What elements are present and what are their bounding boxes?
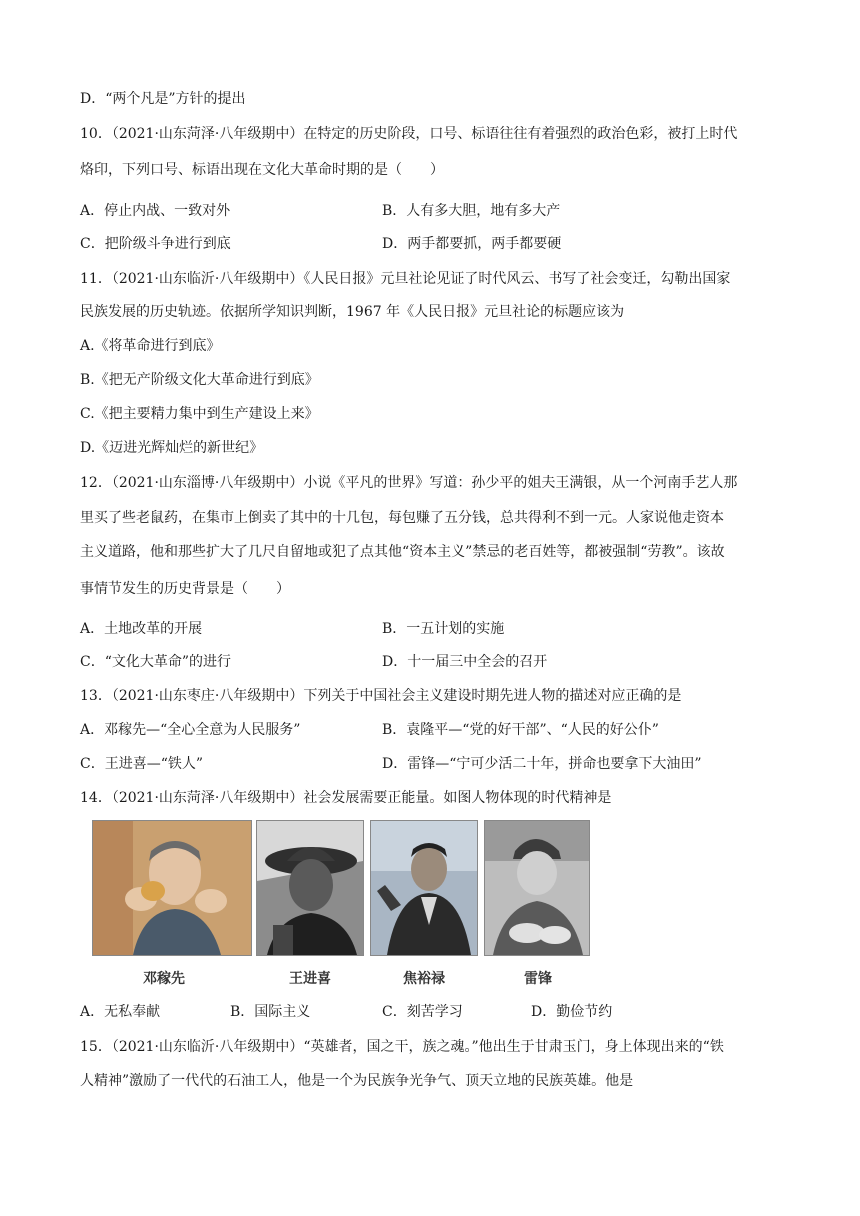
q14-stem: 14．（2021·山东菏泽·八年级期中）社会发展需要正能量。如图人物体现的时代精神是 xyxy=(80,790,612,806)
q12-stem-line-3: 主义道路，他和那些扩大了几尺自留地或犯了点其他“资本主义”禁忌的老百姓等，都被强制“劳教”。该故 xyxy=(80,544,725,560)
q11-option-a: A.《将革命进行到底》 xyxy=(80,338,221,354)
q15-stem-line-2: 人精神”激励了一代代的石油工人，他是一个为民族争光争气、顶天立地的民族英雄。他是 xyxy=(80,1073,634,1089)
q12-option-c: C．“文化大革命”的进行 xyxy=(80,654,232,670)
q14-option-b: B．国际主义 xyxy=(230,1004,311,1020)
q12-option-d: D．十一届三中全会的召开 xyxy=(382,654,548,670)
q13-option-c: C．王进喜—“铁人” xyxy=(80,756,204,772)
q13-option-d: D．雷锋—“宁可少活二十年，拼命也要拿下大油田” xyxy=(382,756,702,772)
q10-option-c: C．把阶级斗争进行到底 xyxy=(80,236,231,252)
q11-option-d: D.《迈进光辉灿烂的新世纪》 xyxy=(80,440,264,456)
q13-option-a: A．邓稼先—“全心全意为人民服务” xyxy=(80,722,301,738)
q11-option-b: B.《把无产阶级文化大革命进行到底》 xyxy=(80,372,319,388)
q11-stem-line-2: 民族发展的历史轨迹。依据所学知识判断，1967 年《人民日报》元旦社论的标题应该为 xyxy=(80,304,625,320)
q10-option-d: D．两手都要抓，两手都要硬 xyxy=(382,236,562,252)
portrait-photo-3 xyxy=(370,820,478,956)
portrait-caption-1: 邓稼先 xyxy=(143,971,185,987)
q14-option-d: D．勤俭节约 xyxy=(531,1004,613,1020)
q13-option-b: B．袁隆平—“党的好干部”、“人民的好公仆” xyxy=(382,722,659,738)
portrait-photo-1 xyxy=(92,820,252,956)
q12-option-a: A．土地改革的开展 xyxy=(80,621,203,637)
q12-stem-line-1: 12．（2021·山东淄博·八年级期中）小说《平凡的世界》写道：孙少平的姐夫王满银，从一个河南手艺人那 xyxy=(80,475,738,491)
q12-stem-line-4: 事情节发生的历史背景是（ ） xyxy=(80,581,290,597)
q10-option-b: B．人有多大胆，地有多大产 xyxy=(382,203,561,219)
q10-option-a: A．停止内战、一致对外 xyxy=(80,203,231,219)
q12-option-b: B．一五计划的实施 xyxy=(382,621,505,637)
q14-option-a: A．无私奉献 xyxy=(80,1004,161,1020)
portrait-photo-2 xyxy=(256,820,364,956)
q11-option-c: C.《把主要精力集中到生产建设上来》 xyxy=(80,406,319,422)
portrait-caption-2: 王进喜 xyxy=(289,971,331,987)
portrait-caption-4: 雷锋 xyxy=(524,971,552,987)
q9-option-d: D．“两个凡是”方针的提出 xyxy=(80,91,246,107)
q14-portrait-strip xyxy=(92,820,592,996)
q10-stem-line-1: 10．（2021·山东菏泽·八年级期中）在特定的历史阶段，口号、标语往往有着强烈的政治色彩，被打上时代 xyxy=(80,126,738,142)
q11-stem-line-1: 11．（2021·山东临沂·八年级期中）《人民日报》元旦社论见证了时代风云、书写了社会变迁，勾勒出国家 xyxy=(80,271,731,287)
q14-option-c: C．刻苦学习 xyxy=(382,1004,463,1020)
q13-stem: 13．（2021·山东枣庄·八年级期中）下列关于中国社会主义建设时期先进人物的描述对应正确的是 xyxy=(80,688,682,704)
q12-stem-line-2: 里买了些老鼠药，在集市上倒卖了其中的十几包，每包赚了五分钱，总共得利不到一元。人家说他走资本 xyxy=(80,510,724,526)
portrait-photo-4 xyxy=(484,820,590,956)
q10-stem-line-2: 烙印，下列口号、标语出现在文化大革命时期的是（ ） xyxy=(80,162,444,178)
portrait-caption-3: 焦裕禄 xyxy=(403,971,445,987)
q15-stem-line-1: 15．（2021·山东临沂·八年级期中）“英雄者，国之干，族之魂。”他出生于甘肃玉门，身上体现出来的“铁 xyxy=(80,1039,724,1055)
